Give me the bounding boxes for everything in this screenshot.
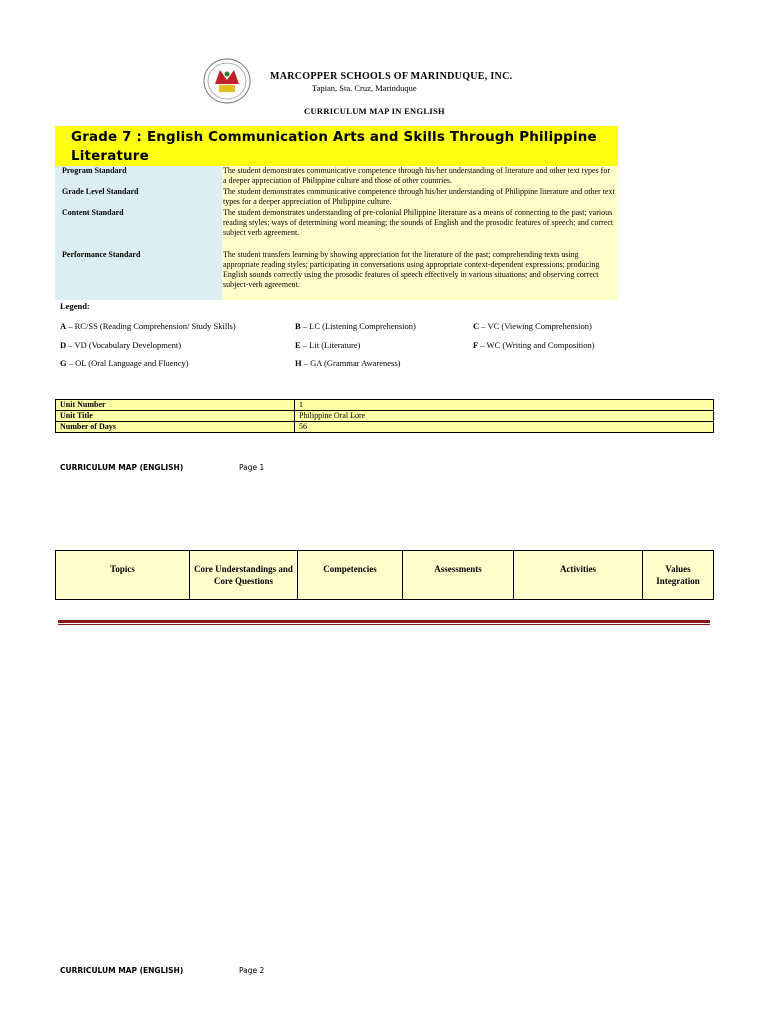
- unit-value: Philippine Oral Lore: [295, 411, 714, 422]
- school-address: Tapian, Sta. Cruz, Marinduque: [312, 83, 417, 93]
- legend-text: – VC (Viewing Comprehension): [479, 321, 592, 331]
- standard-label: Grade Level Standard: [55, 187, 222, 208]
- unit-row: [56, 422, 714, 433]
- divider: [58, 624, 710, 625]
- legend-code: F: [473, 340, 479, 350]
- legend-item: [295, 321, 416, 331]
- standard-row: [55, 166, 618, 187]
- school-logo: [203, 58, 251, 104]
- page-footer: [60, 966, 183, 975]
- standard-row: [55, 208, 618, 250]
- legend-code: A: [60, 321, 67, 331]
- legend-item: [60, 340, 181, 350]
- legend-code: G: [60, 358, 67, 368]
- standard-row: [55, 250, 618, 300]
- table-header-row: [56, 551, 714, 600]
- legend-code: C: [473, 321, 480, 331]
- column-header-core: Core Understandings and Core Questions: [190, 551, 298, 600]
- legend-text: – WC (Writing and Composition): [478, 340, 595, 350]
- unit-label: Unit Title: [56, 411, 295, 422]
- legend-item: [60, 358, 189, 368]
- standard-text: The student demonstrates communicative competence through his/her understanding of literature and other text types for a deeper appreciation of Philippine culture and those of other countries.: [222, 166, 618, 187]
- column-header-topics: Topics: [56, 551, 190, 600]
- legend-text: – OL (Oral Language and Fluency): [66, 358, 189, 368]
- page-number: Page 2: [239, 966, 265, 975]
- page-number: Page 1: [239, 463, 265, 472]
- legend-code: H: [295, 358, 302, 368]
- unit-label: Number of Days: [56, 422, 295, 433]
- legend-code: B: [295, 321, 301, 331]
- curriculum-columns-table: [55, 550, 714, 600]
- unit-row: [56, 400, 714, 411]
- column-header-activities: Activities: [514, 551, 643, 600]
- column-header-assessments: Assessments: [403, 551, 514, 600]
- column-header-competencies: Competencies: [298, 551, 403, 600]
- standard-row: [55, 187, 618, 208]
- standard-text: The student transfers learning by showing appreciation for the literature of the past; comprehending texts using appropriate reading styles; participating in conversations using appropriate context-dependent expressions; producing English sounds correctly using the prosodic features of speech effectively in various situations; and observing correct subject-verb agreement.: [222, 250, 618, 300]
- unit-value: 1: [295, 400, 714, 411]
- unit-row: [56, 411, 714, 422]
- legend-code: E: [295, 340, 301, 350]
- standard-label: Content Standard: [55, 208, 222, 250]
- legend-text: – RC/SS (Reading Comprehension/ Study Skills): [66, 321, 236, 331]
- legend-text: – Lit (Literature): [300, 340, 361, 350]
- footer-label: CURRICULUM MAP (ENGLISH): [60, 966, 184, 975]
- page-footer: [60, 463, 183, 472]
- standards-table: [55, 166, 618, 300]
- standard-label: Program Standard: [55, 166, 222, 187]
- grade-banner: [55, 126, 618, 166]
- legend-item: [295, 340, 360, 350]
- legend-heading: Legend:: [60, 301, 90, 311]
- standard-text: The student demonstrates communicative competence through his/her understanding of Philippine literature and other text types for a deeper appreciation of Philippine culture.: [222, 187, 618, 208]
- legend-item: [473, 321, 592, 331]
- legend-text: – GA (Grammar Awareness): [301, 358, 401, 368]
- standard-text: The student demonstrates understanding of pre-colonial Philippine literature as a means of connecting to the past; various reading styles; ways of determining word meaning; the sounds of English and the prosodic features of speech; and correct subject verb agreement.: [222, 208, 618, 250]
- legend-item: [473, 340, 595, 350]
- curriculum-map-title: CURRICULUM MAP IN ENGLISH: [304, 106, 445, 116]
- unit-table: [55, 399, 714, 433]
- grade-title: Grade 7 : English Communication Arts and Skills Through Philippine Literature: [71, 130, 597, 164]
- footer-label: CURRICULUM MAP (ENGLISH): [60, 463, 184, 472]
- standard-label: Performance Standard: [55, 250, 222, 300]
- divider: [58, 620, 710, 623]
- column-header-values: Values Integration: [643, 551, 714, 600]
- legend-text: – VD (Vocabulary Development): [66, 340, 182, 350]
- legend-text: – LC (Listening Comprehension): [300, 321, 416, 331]
- unit-label: Unit Number: [56, 400, 295, 411]
- legend-item: [60, 321, 236, 331]
- unit-value: 56: [295, 422, 714, 433]
- school-name: MARCOPPER SCHOOLS OF MARINDUQUE, INC.: [270, 71, 513, 82]
- legend-item: [295, 358, 400, 368]
- legend-code: D: [60, 340, 67, 350]
